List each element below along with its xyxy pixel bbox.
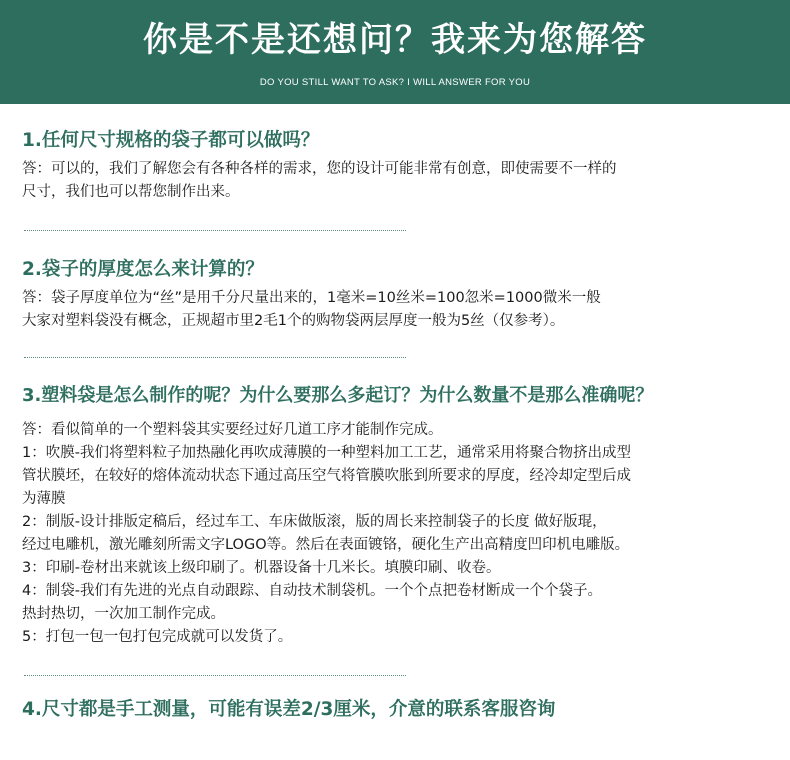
section-divider	[24, 357, 406, 358]
faq-answer	[22, 419, 782, 649]
faq-question: 1.任何尺寸规格的袋子都可以做吗？	[22, 130, 320, 151]
faq-item	[22, 257, 782, 333]
answer-line: 大家对塑料袋没有概念，正规超市里2毛1个的购物袋两层厚度一般为5丝（仅参考）。	[22, 313, 565, 329]
answer-line: 尺寸，我们也可以帮您制作出来。	[22, 184, 240, 200]
faq-question: 4.尺寸都是手工测量，可能有误差2/3厘米，介意的联系客服咨询	[22, 699, 556, 720]
faq-item	[22, 383, 782, 649]
faq-question: 2.袋子的厚度怎么来计算的？	[22, 259, 264, 280]
banner-title: 你是不是还想问？我来为您解答	[143, 20, 647, 60]
answer-line: 4：制袋-我们有先进的光点自动跟踪、自动技术制袋机。一个个点把卷材断成一个个袋子。	[22, 583, 602, 599]
answer-line: 5：打包一包一包打包完成就可以发货了。	[22, 629, 293, 645]
answer-line: 热封热切，一次加工制作完成。	[22, 606, 225, 622]
banner-subtitle: DO YOU STILL WANT TO ASK? I WILL ANSWER FOR YOU	[259, 77, 531, 88]
faq-question: 3.塑料袋是怎么制作的呢？为什么要那么多起订？为什么数量不是那么准确呢？	[22, 385, 654, 406]
faq-answer	[22, 287, 782, 333]
answer-line: 答：看似简单的一个塑料袋其实要经过好几道工序才能制作完成。	[22, 422, 443, 438]
answer-line: 管状膜坯，在较好的熔体流动状态下通过高压空气将管膜吹胀到所要求的厚度，经冷却定型后成	[22, 468, 631, 484]
faq-item	[22, 128, 782, 204]
faq-item	[22, 697, 782, 723]
answer-line: 答：袋子厚度单位为“丝”是用千分尺量出来的，1毫米=10丝米=100忽米=1000微米一般	[22, 290, 601, 306]
faq-answer	[22, 158, 782, 204]
answer-line: 2：制版-设计排版定稿后，经过车工、车床做版滚，版的周长来控制袋子的长度 做好版琨，	[22, 514, 607, 530]
answer-line: 答：可以的，我们了解您会有各种各样的需求，您的设计可能非常有创意，即使需要不一样的	[22, 161, 617, 177]
section-divider	[24, 230, 406, 231]
answer-line: 1：吹膜-我们将塑料粒子加热融化再吹成薄膜的一种塑料加工工艺，通常采用将聚合物挤出成型	[22, 445, 631, 461]
answer-line: 3：印刷-卷材出来就该上级印刷了。机器设备十几米长。填膜印刷、收卷。	[22, 560, 501, 576]
answer-line: 经过电雕机，激光雕刻所需文字LOGO等。然后在表面镀铬，硬化生产出高精度凹印机电雕版。	[22, 537, 630, 553]
section-divider	[24, 675, 406, 676]
header-banner	[0, 0, 790, 104]
answer-line: 为薄膜	[22, 491, 66, 507]
